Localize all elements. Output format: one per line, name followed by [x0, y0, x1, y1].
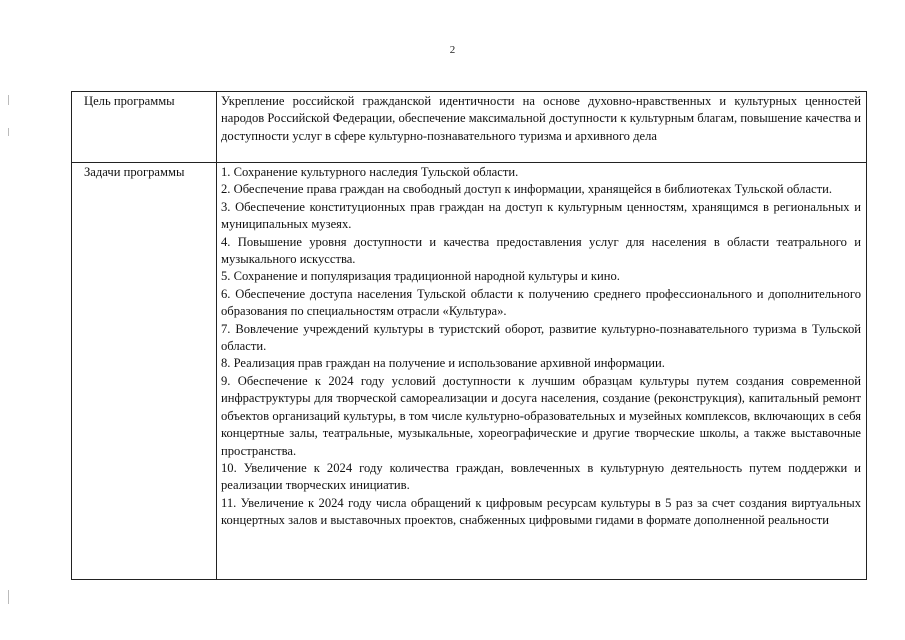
- table-row-goal: [72, 92, 867, 163]
- list-item: 4. Повышение уровня доступности и качества предоставления услуг для населения в области театрального и музыкального искусства.: [221, 234, 861, 267]
- list-item: 2. Обеспечение права граждан на свободный доступ к информации, хранящейся в библиотеках Тульской области.: [221, 182, 833, 197]
- list-item: 6. Обеспечение доступа населения Тульской области к получению среднего профессионального и дополнительного образования по специальностям отрасли «Культура».: [221, 286, 861, 319]
- scan-mark: [8, 95, 9, 105]
- goal-label: Цель программы: [72, 92, 217, 163]
- list-item: 1. Сохранение культурного наследия Тульской области.: [221, 165, 519, 179]
- page-number: 2: [449, 44, 456, 56]
- tasks-label: Задачи программы: [72, 163, 217, 580]
- list-item: 3. Обеспечение конституционных прав граждан на доступ к культурным ценностям, хранящимся в региональных и муниципальных музеях.: [221, 199, 861, 232]
- list-item: 8. Реализация прав граждан на получение и использование архивной информации.: [221, 356, 665, 371]
- list-item: 11. Увеличение к 2024 году числа обращений к цифровым ресурсам культуры в 5 раз за счет создания виртуальных концертных залов и выставочных проектов, снабженных цифровыми гидами в формате дополненной реальности: [221, 495, 861, 528]
- scan-mark: [8, 128, 9, 136]
- scan-mark: [8, 590, 9, 604]
- table-row-tasks: [72, 163, 867, 580]
- program-passport-table: [71, 91, 867, 580]
- list-item: 9. Обеспечение к 2024 году условий доступности к лучшим образцам культуры путем создания современной инфраструктуры для творческой самореализации и досуга населения, создание (реконструкция), капитальный ремонт объектов организаций культуры, в том числе культурно-образовательных и музейных комплексов, включающих в себя концертные залы, театральные, музыкальные, хореографические и другие творческие школы, а также выставочные пространства.: [221, 373, 861, 458]
- list-item: 10. Увеличение к 2024 году количества граждан, вовлеченных в культурную деятельность путем поддержки и реализации творческих инициатив.: [221, 460, 861, 493]
- list-item: 7. Вовлечение учреждений культуры в туристский оборот, развитие культурно-познавательного туризма в Тульской области.: [221, 321, 861, 354]
- list-item: 5. Сохранение и популяризация традиционной народной культуры и кино.: [221, 269, 620, 284]
- goal-text: Укрепление российской гражданской идентичности на основе духовно-нравственных и культурных ценностей народов Российской Федерации, обеспечение максимальной доступности к культурным благам, повышение качества и доступности услуг в сфере культурно-познавательного туризма и архивного дела: [217, 92, 867, 163]
- tasks-list: [217, 163, 867, 580]
